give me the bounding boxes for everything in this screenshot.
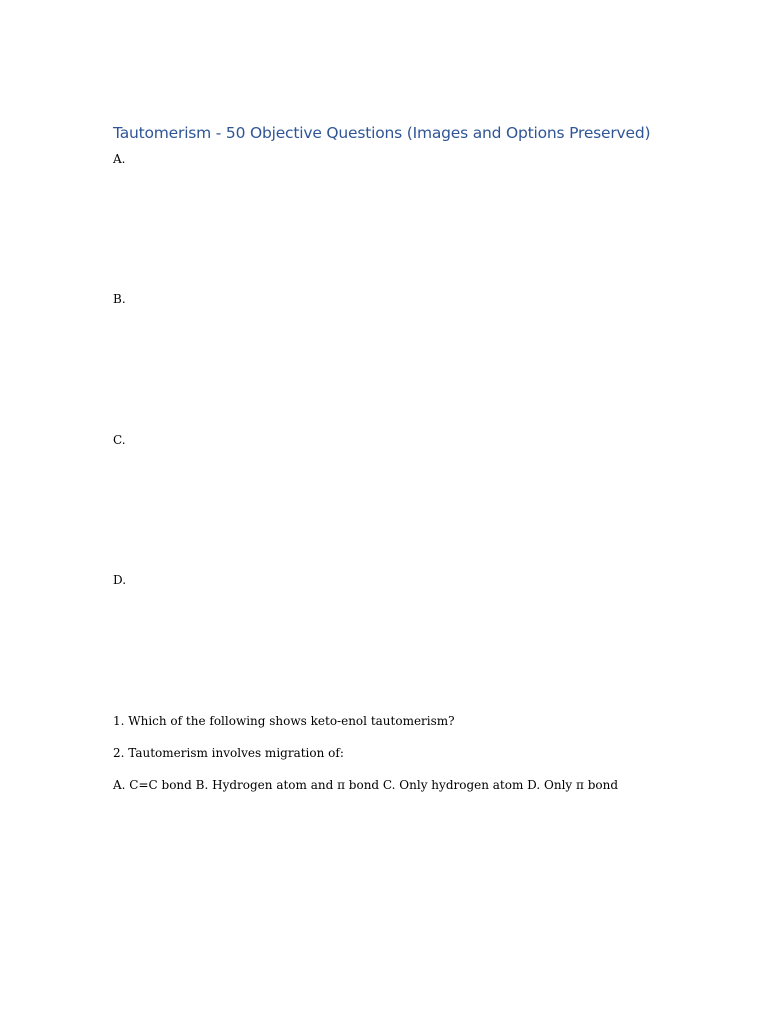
question-2-options: A. C=C bond B. Hydrogen atom and π bond C. Only hydrogen atom D. Only π bond [113,778,619,792]
question-2: 2. Tautomerism involves migration of: [113,746,344,760]
image-option-d-label: D. [113,573,127,587]
image-option-a-slot [113,168,653,278]
image-option-b-label: B. [113,292,126,306]
image-option-a-label: A. [113,152,126,166]
image-option-c-slot [113,449,653,559]
image-option-c-label: C. [113,433,126,447]
question-1: 1. Which of the following shows keto-enol tautomerism? [113,714,455,728]
image-option-d-slot [113,589,653,699]
image-option-b-slot [113,308,653,418]
document-title: Tautomerism - 50 Objective Questions (Images and Options Preserved) [113,124,651,142]
